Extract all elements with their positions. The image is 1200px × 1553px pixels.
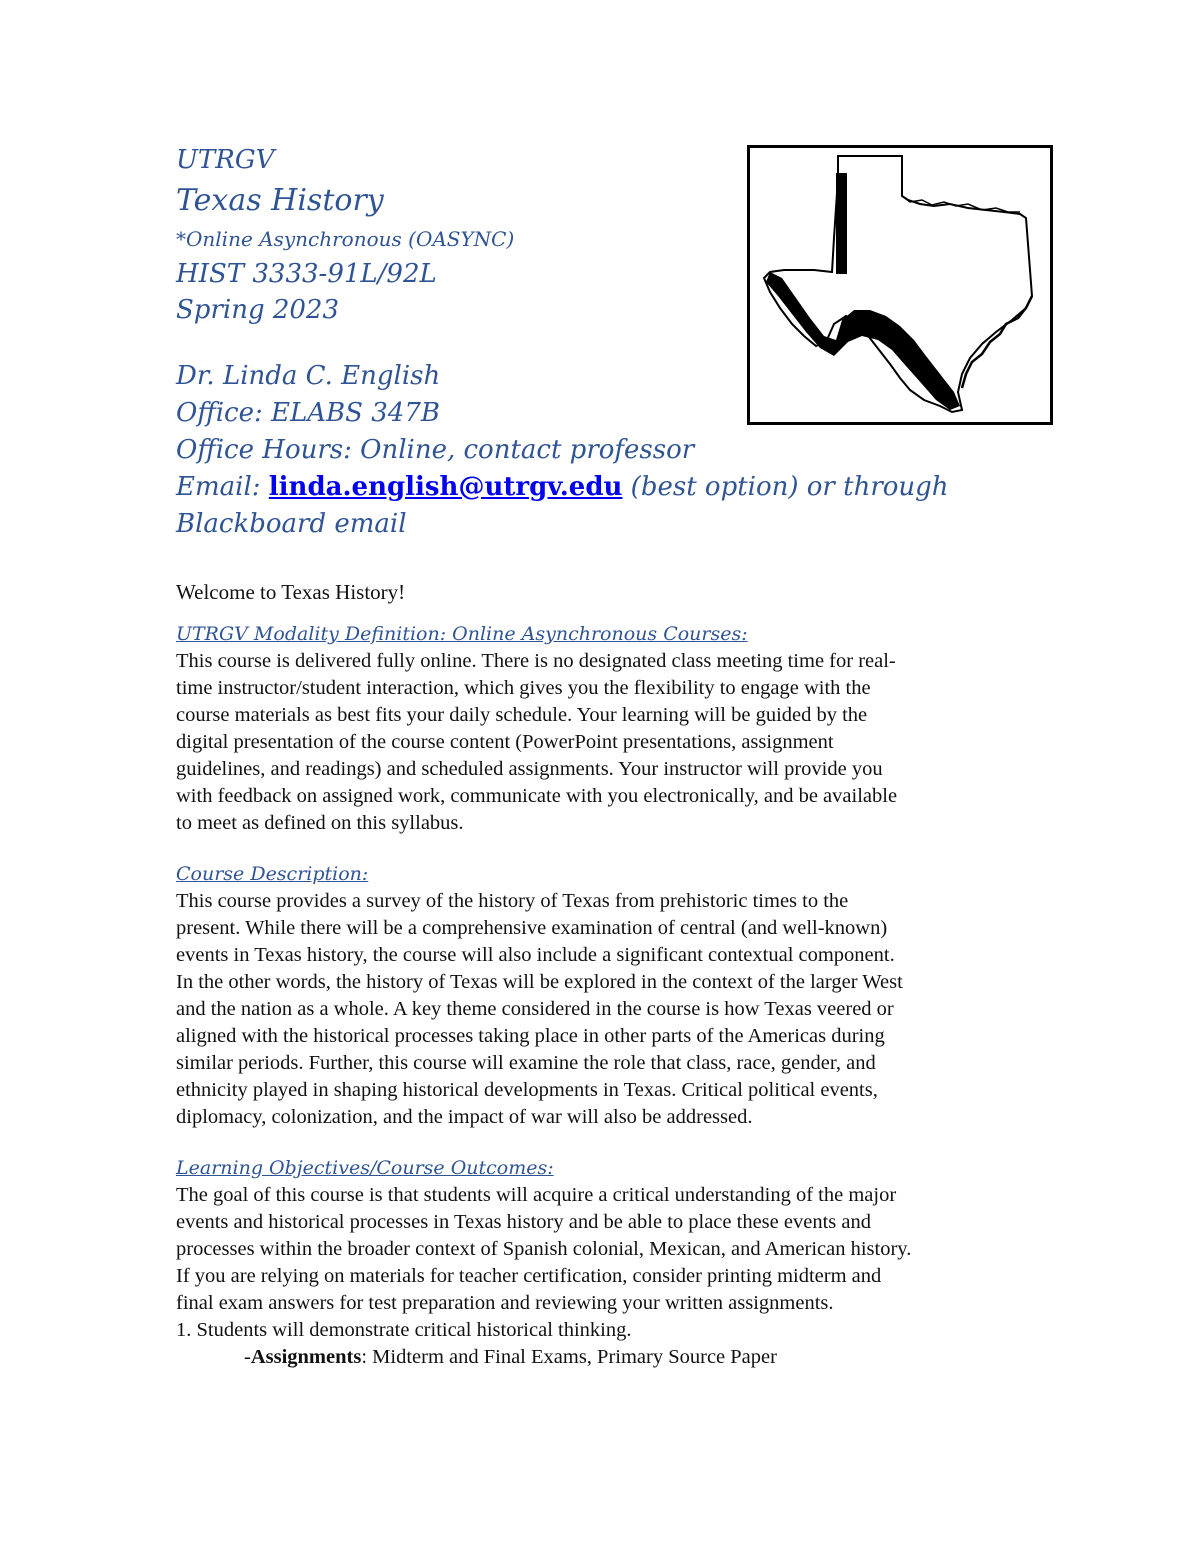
university-name: UTRGV — [176, 145, 275, 175]
texas-outline — [764, 156, 1032, 412]
modality-line: with feedback on assigned work, communicate with you electronically, and be available — [176, 785, 898, 807]
objectives-line: processes within the broader context of Spanish colonial, Mexican, and American history. — [176, 1238, 912, 1260]
objectives-line: events and historical processes in Texas history and be able to place these events and — [176, 1211, 871, 1233]
description-line: present. While there will be a comprehensive examination of central (and well-known) — [176, 917, 888, 939]
objectives-line: If you are relying on materials for teacher certification, consider printing midterm and — [176, 1265, 882, 1287]
instructor-name: Dr. Linda C. English — [176, 361, 441, 391]
email-line-2: Blackboard email — [176, 509, 407, 539]
email-link[interactable]: linda.english@utrgv.edu — [268, 472, 623, 502]
description-line: aligned with the historical processes taking place in other parts of the Americas during — [176, 1025, 885, 1047]
description-heading: Course Description: — [176, 863, 369, 885]
description-line: diplomacy, colonization, and the impact of war will also be addressed. — [176, 1106, 753, 1128]
description-line: events in Texas history, the course will also include a significant contextual component. — [176, 944, 895, 966]
email-line — [176, 469, 976, 506]
modality-heading: UTRGV Modality Definition: Online Asynchronous Courses: — [176, 623, 748, 645]
assignments-label: Assignments — [250, 1346, 362, 1368]
office-hours: Office Hours: Online, contact professor — [176, 435, 695, 465]
objectives-line: The goal of this course is that students will acquire a critical understanding of the major — [176, 1184, 897, 1206]
assignments-prefix: - — [244, 1346, 251, 1368]
objectives-line: 1. Students will demonstrate critical historical thinking. — [176, 1319, 632, 1341]
section-spacer — [176, 1131, 1036, 1155]
description-line: and the nation as a whole. A key theme considered in the course is how Texas veered or — [176, 998, 894, 1020]
assignments-text: : Midterm and Final Exams, Primary Source Paper — [361, 1346, 777, 1368]
welcome-heading: Welcome to Texas History! — [176, 580, 406, 604]
description-paragraph — [176, 888, 1036, 1131]
objectives-heading: Learning Objectives/Course Outcomes: — [176, 1157, 554, 1179]
texas-map-icon — [750, 148, 1050, 422]
modality-line: time instructor/student interaction, which gives you the flexibility to engage with the — [176, 677, 871, 699]
modality-paragraph — [176, 648, 1036, 837]
course-term: Spring 2023 — [176, 295, 340, 325]
course-code: HIST 3333-91L/92L — [176, 259, 437, 289]
office-location: Office: ELABS 347B — [176, 398, 440, 428]
email-suffix: (best option) or through — [622, 472, 949, 502]
assignments-line — [176, 1344, 1036, 1371]
texas-map-frame — [747, 145, 1053, 425]
modality-line: course materials as best fits your daily schedule. Your learning will be guided by the — [176, 704, 868, 726]
objectives-paragraph — [176, 1182, 1036, 1371]
description-line: This course provides a survey of the history of Texas from prehistoric times to the — [176, 890, 849, 912]
description-line: similar periods. Further, this course will examine the role that class, race, gender, and — [176, 1052, 876, 1074]
course-title: Texas History — [176, 183, 384, 218]
email-label: Email: — [176, 472, 269, 502]
description-line: ethnicity played in shaping historical developments in Texas. Critical political events, — [176, 1079, 878, 1101]
section-spacer — [176, 837, 1036, 861]
course-modality: *Online Asynchronous (OASYNC) — [176, 227, 515, 251]
modality-line: digital presentation of the course content (PowerPoint presentations, assignment — [176, 731, 834, 753]
panhandle-strip — [836, 173, 847, 274]
modality-line: to meet as defined on this syllabus. — [176, 812, 464, 834]
modality-line: guidelines, and readings) and scheduled assignments. Your instructor will provide you — [176, 758, 883, 780]
modality-line: This course is delivered fully online. There is no designated class meeting time for real- — [176, 650, 896, 672]
syllabus-body — [176, 577, 1036, 1371]
description-line: In the other words, the history of Texas will be explored in the context of the larger West — [176, 971, 903, 993]
objectives-line: final exam answers for test preparation and reviewing your written assignments. — [176, 1292, 834, 1314]
